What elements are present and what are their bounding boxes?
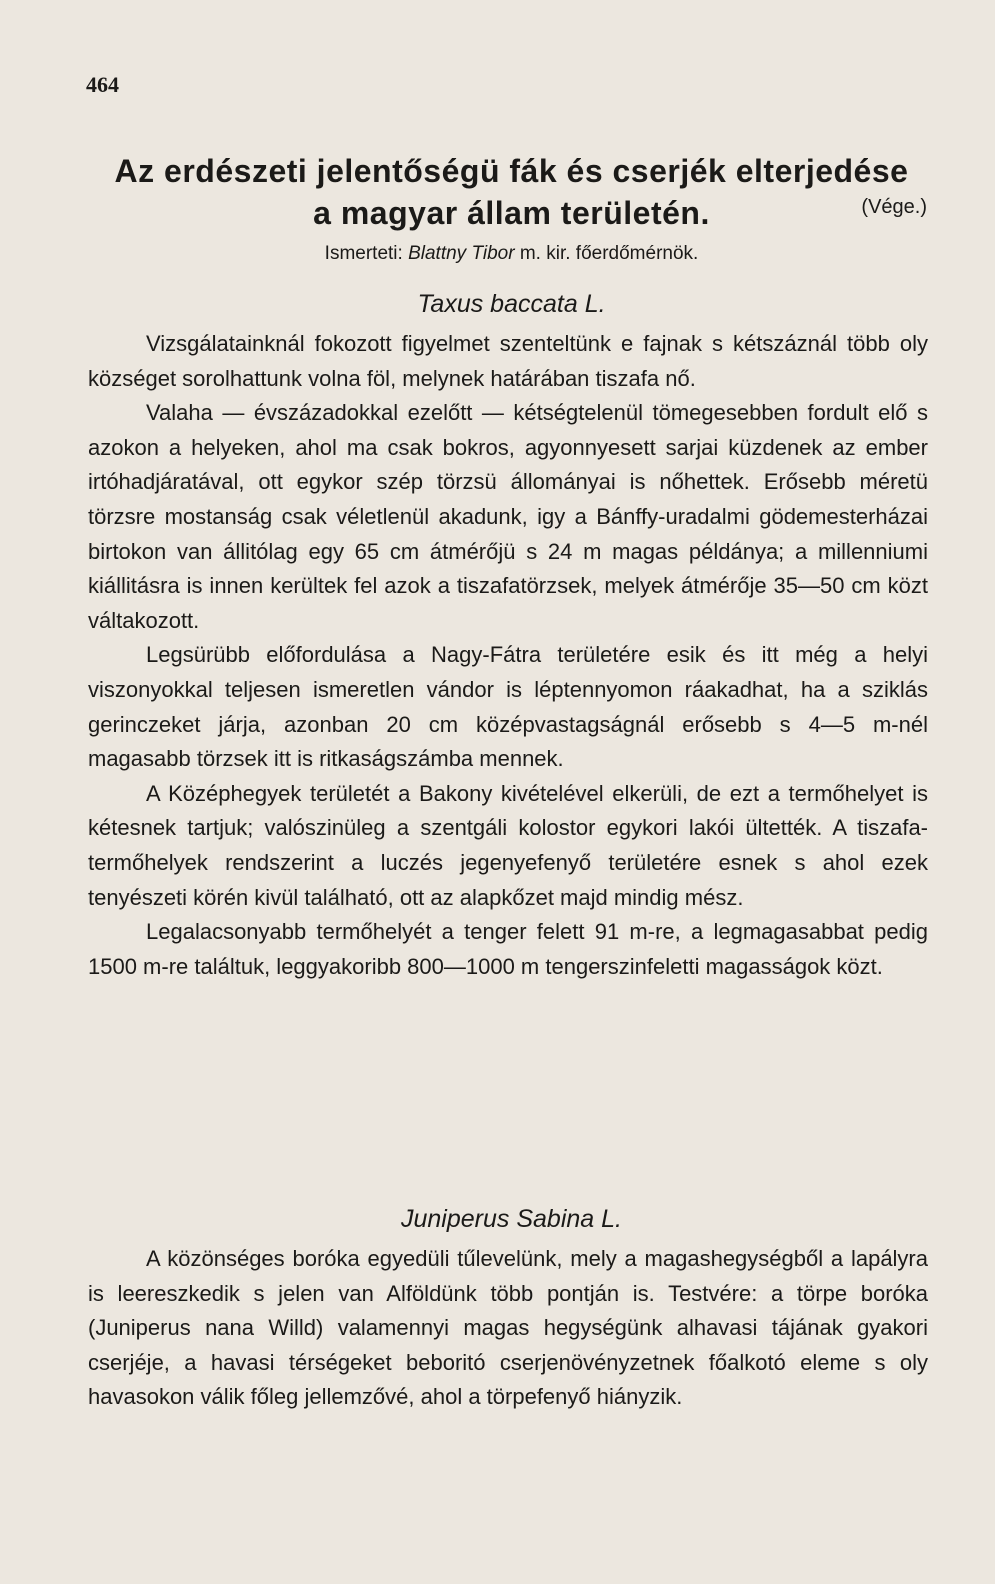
- title-line-2: a magyar állam területén.: [313, 195, 710, 231]
- paragraph: A Középhegyek területét a Bakony kivételével elkerüli, de ezt a termőhelyet is kétesnek tartjuk; valószinüleg a szentgáli kolostor egykori lakói ültették. A tiszafa-termőhelyek rendszerint a luczés jegenyefenyő területére esnek s ahol ezek tenyészeti körén kivül található, ott az alapkőzet majd mindig mész.: [88, 780, 928, 910]
- byline: [88, 243, 935, 265]
- byline-prefix: Ismerteti:: [324, 243, 403, 264]
- paragraph: Legsürübb előfordulása a Nagy-Fátra területére esik és itt még a helyi viszonyokkal teljesen ismeretlen vándor is léptennyomon ráakadhat, ha a sziklás gerinczeket járja, azonban 20 cm középvastagságnál erősebb s 4—5 m-nél magasabb törzsek itt is ritkaságszámba mennek.: [88, 642, 928, 772]
- page-number: 464: [86, 72, 119, 97]
- article-title: [88, 150, 935, 234]
- section-body-taxus: [88, 327, 928, 984]
- title-line-1: Az erdészeti jelentőségü fák és cserjék elterjedése: [114, 153, 909, 189]
- continuation-note: (Vége.): [861, 196, 927, 218]
- section-heading-taxus: Taxus baccata L.: [417, 290, 606, 318]
- section-heading-juniperus: Juniperus Sabina L.: [401, 1205, 622, 1233]
- paragraph: A közönséges boróka egyedüli tűlevelünk, mely a magashegységből a lapályra is leereszkedik s jelen van Alföldünk több pontján is. Testvére: a törpe boróka (Juniperus nana Willd) valamennyi magas hegységünk alhavasi tájának gyakori cserjéje, a havasi térségeket beboritó cserjenövényzetnek főalkotó eleme s oly havasokon válik főleg jellemzővé, ahol a törpefenyő hiányzik.: [88, 1246, 928, 1410]
- paragraph: Valaha — évszázadokkal ezelőtt — kétségtelenül tömegesebben fordult elő s azokon a helyeken, ahol ma csak bokros, agyonnyesett sarjai küzdenek az ember irtóhadjáratával, ott egykor szép törzsü állományai is nőhettek. Erősebb méretü törzsre mostanság csak véletlenül akadunk, igy a Bánffy-uradalmi gödemesterházai birtokon van állitólag egy 65 cm átmérőjü s 24 m magas példánya; a millenniumi kiállitásra is innen kerültek fel azok a tiszafatörzsek, melyek átmérője 35—50 cm közt váltakozott.: [88, 400, 928, 633]
- paragraph: Vizsgálatainknál fokozott figyelmet szenteltünk e fajnak s kétszáznál több oly községet sorolhattunk volna föl, melynek határában tiszafa nő.: [88, 331, 928, 391]
- section-body-juniperus: [88, 1242, 928, 1415]
- paragraph: Legalacsonyabb termőhelyét a tenger felett 91 m-re, a legmagasabbat pedig 1500 m-re találtuk, leggyakoribb 800—1000 m tengerszinfeletti magasságok közt.: [88, 919, 928, 979]
- author-name: Blattny Tibor: [408, 243, 515, 264]
- author-title: m. kir. főerdőmérnök.: [519, 243, 699, 264]
